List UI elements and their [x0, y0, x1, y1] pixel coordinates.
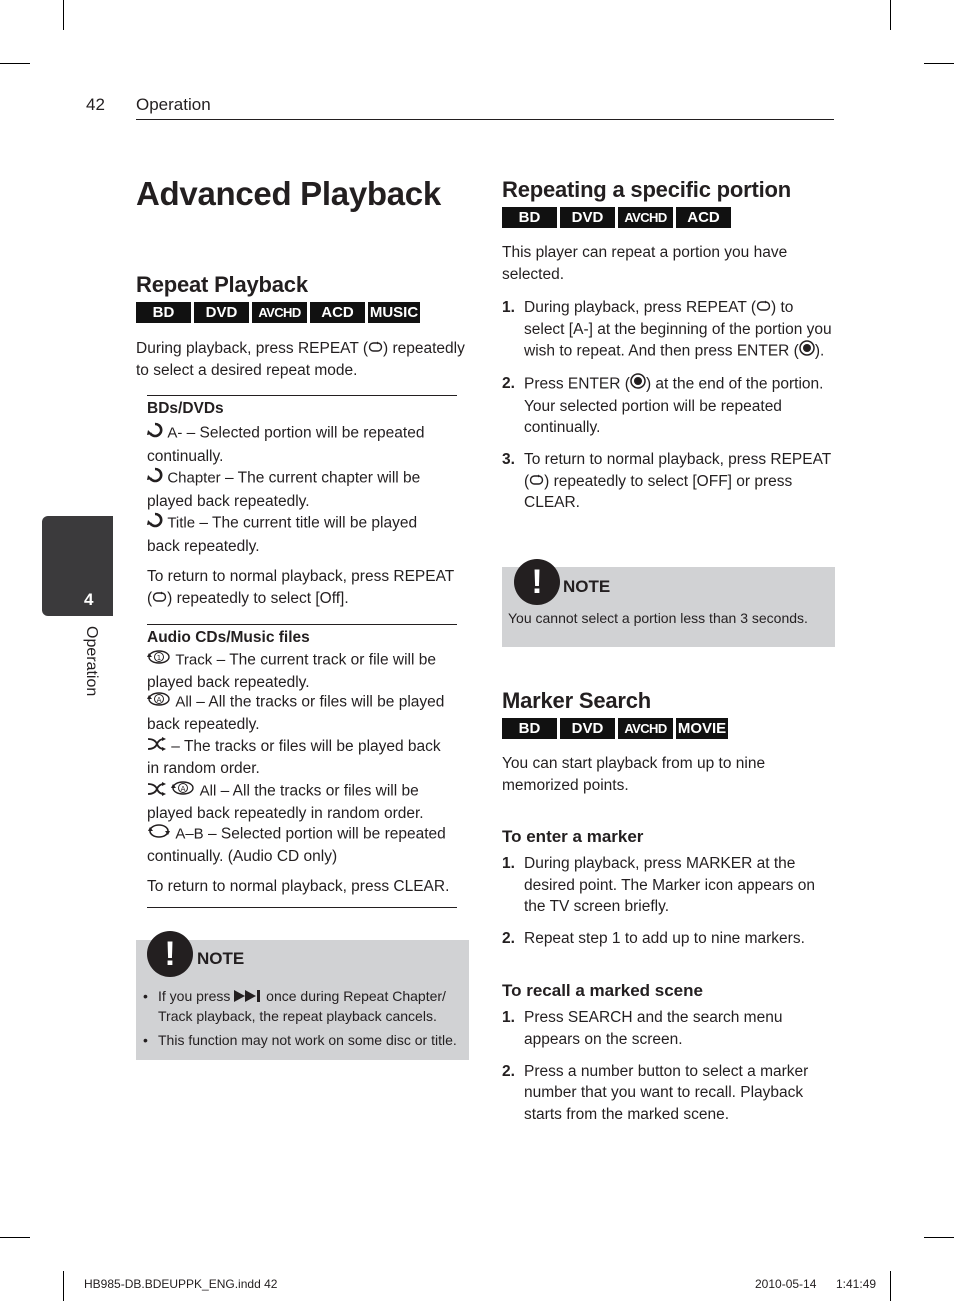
crop-mark — [890, 1271, 891, 1301]
subheading-recall-scene: To recall a marked scene — [502, 981, 703, 1000]
section-heading-marker-search: Marker Search — [502, 688, 652, 713]
crop-mark — [924, 63, 954, 64]
repeating-steps — [502, 297, 834, 524]
repeat-cd-icon — [147, 511, 163, 536]
note-bullet: • This function may not work on some disc or title. — [143, 1032, 457, 1048]
marker-intro: You can start playback from up to nine memorized points. — [502, 755, 766, 794]
disc-badges — [136, 302, 420, 323]
badge-avchd: AVCHD — [252, 302, 307, 323]
bd-dvd-heading: BDs/DVDs — [147, 400, 224, 417]
repeat-intro: During playback, press REPEAT ( ) repeatedly to select a desired repeat mode. — [136, 338, 468, 382]
warning-icon: ! — [514, 559, 560, 605]
crop-mark — [63, 1271, 64, 1301]
step-item: 2. Repeat step 1 to add up to nine markers. — [502, 930, 805, 947]
chapter-label: Operation — [83, 626, 100, 697]
svg-text:A: A — [156, 696, 162, 704]
audio-repeat-track-item: 1 Track – The current track or file will be played back repeatedly. — [147, 649, 452, 694]
badge-avchd: AVCHD — [618, 207, 673, 228]
box-rule-middle — [147, 624, 457, 625]
bd-repeat-title-item: Title – The current title will be played back repeatedly. — [147, 511, 447, 558]
badge-movie: MOVIE — [677, 720, 727, 737]
crop-mark — [63, 0, 64, 30]
crop-mark — [924, 1237, 954, 1238]
badge-acd: ACD — [310, 302, 365, 323]
footer-date: 2010-05-14 — [755, 1277, 817, 1291]
repeat-all-icon — [171, 780, 195, 803]
badge-bd: BD — [502, 207, 557, 228]
badge-avchd: AVCHD — [618, 718, 673, 739]
repeat-icon — [529, 471, 544, 493]
section-heading-repeating-portion: Repeating a specific portion — [502, 177, 792, 202]
crop-mark — [890, 0, 891, 30]
step-item: 2. Press ENTER ( ) at the end of the portion. Your selected portion will be repeated continually. — [502, 375, 824, 437]
audio-repeat-ab-item: A–B – Selected portion will be repeated continually. (Audio CD only) — [147, 823, 457, 868]
skip-next-icon — [234, 988, 262, 1007]
step-item: 3. To return to normal playback, press REPEAT ( ) repeatedly to select [OFF] or press CLEAR. — [502, 451, 831, 512]
repeat-all-icon — [147, 691, 171, 714]
bd-repeat-ab-item: A- – Selected portion will be repeated continually. — [147, 421, 447, 468]
footer-time: 1:41:49 — [836, 1277, 877, 1291]
note-text: You cannot select a portion less than 3 seconds. — [508, 610, 808, 626]
repeat-cd-icon — [147, 421, 163, 446]
step-item: 1. During playback, press REPEAT ( ) to select [A-] at the beginning of the portion you wish to repeat. And then press ENTER ( ). — [502, 297, 834, 363]
audio-repeat-all-item: A All – All the tracks or files will be played back repeatedly. — [147, 691, 452, 736]
note-title: NOTE — [563, 577, 611, 596]
disc-badges — [502, 718, 728, 739]
enter-icon — [799, 340, 815, 363]
enter-icon — [630, 373, 646, 396]
enter-marker-steps — [502, 853, 834, 960]
audio-cd-heading: Audio CDs/Music files — [147, 629, 310, 646]
subheading-enter-marker: To enter a marker — [502, 827, 644, 846]
svg-text:1: 1 — [156, 654, 162, 662]
section-heading-repeat-playback: Repeat Playback — [136, 272, 308, 297]
crop-mark — [0, 1237, 30, 1238]
audio-random-all-item: A All – All the tracks or files will be played back repeatedly in random order. — [147, 780, 452, 825]
audio-random-item: – The tracks or files will be played back in random order. — [147, 736, 452, 780]
chapter-number: 4 — [84, 590, 94, 609]
step-item: 1. Press SEARCH and the search menu appears on the screen. — [502, 1009, 783, 1048]
note-title: NOTE — [197, 949, 245, 968]
repeat-icon — [756, 297, 771, 319]
warning-icon: ! — [147, 931, 193, 977]
badge-dvd: DVD — [194, 302, 249, 323]
badge-bd: BD — [502, 718, 557, 739]
box-rule-top — [147, 395, 457, 396]
svg-text:A: A — [180, 785, 186, 793]
note-bullet: • If you press once during Repeat Chapter/ Track playback, the repeat playback cancels. — [143, 988, 446, 1024]
audio-return-text: To return to normal playback, press CLEAR. — [147, 878, 450, 895]
repeat-icon — [368, 338, 383, 360]
repeat-loop-icon — [147, 823, 171, 846]
repeat-one-icon — [147, 649, 171, 672]
badge-acd: ACD — [676, 207, 731, 228]
step-item: 2. Press a number button to select a marker number that you want to recall. Playback starts from the marked scene. — [502, 1062, 809, 1123]
badge-dvd: DVD — [560, 718, 615, 739]
badge-dvd: DVD — [560, 207, 615, 228]
running-header: Operation — [136, 95, 211, 114]
shuffle-icon — [147, 781, 167, 803]
page-number: 42 — [86, 95, 105, 114]
step-item: 1. During playback, press MARKER at the desired point. The Marker icon appears on the TV screen briefly. — [502, 855, 815, 915]
crop-mark — [0, 63, 30, 64]
repeating-intro: This player can repeat a portion you have selected. — [502, 244, 788, 283]
bd-return-text: To return to normal playback, press REPEAT ( ) repeatedly to select [Off]. — [147, 566, 457, 610]
page-title: Advanced Playback — [136, 175, 441, 212]
box-rule-bottom — [147, 907, 457, 908]
disc-badges — [502, 207, 731, 228]
bd-repeat-chapter-item: Chapter – The current chapter will be played back repeatedly. — [147, 466, 447, 513]
shuffle-icon — [147, 736, 167, 758]
recall-scene-steps — [502, 1007, 838, 1136]
repeat-cd-icon — [147, 466, 163, 491]
footer-filename: HB985-DB.BDEUPPK_ENG.indd 42 — [84, 1277, 278, 1291]
repeat-icon — [152, 588, 167, 610]
header-rule — [136, 119, 834, 120]
badge-music: MUSIC — [369, 304, 419, 321]
chapter-tab — [42, 516, 113, 616]
badge-bd: BD — [136, 302, 191, 323]
